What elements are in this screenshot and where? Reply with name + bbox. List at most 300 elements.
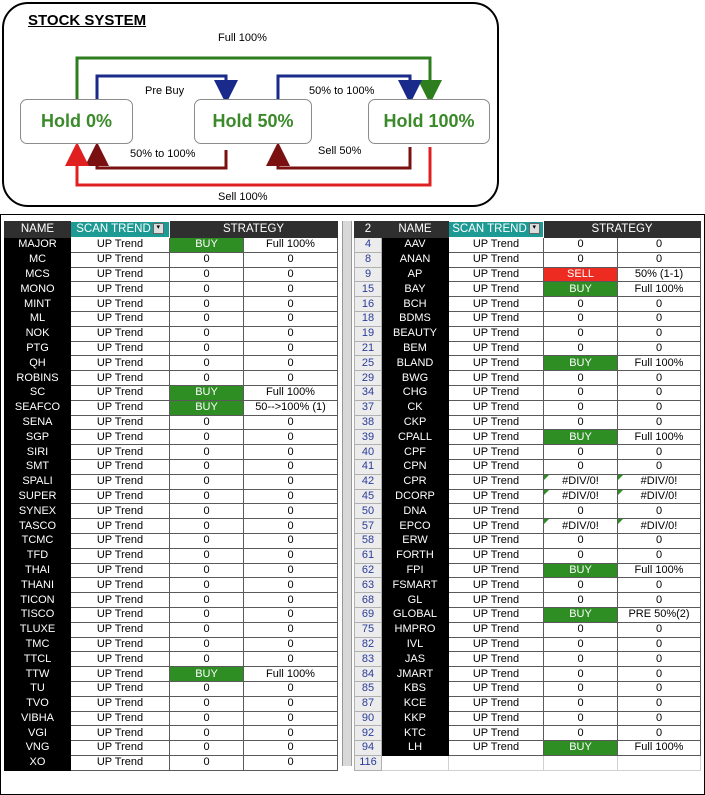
strategy-signal-cell[interactable]: 0 (170, 252, 244, 267)
strategy-signal-cell[interactable] (544, 607, 618, 622)
scan-trend-cell[interactable]: UP Trend (71, 445, 170, 460)
stock-name-cell[interactable]: SENA (5, 415, 71, 430)
strategy-signal-cell[interactable] (544, 667, 618, 682)
strategy-detail-cell[interactable] (618, 563, 701, 578)
row-number[interactable]: 19 (355, 326, 382, 341)
strategy-signal-cell[interactable] (544, 681, 618, 696)
strategy-detail-cell[interactable] (618, 622, 701, 637)
row-number[interactable]: 41 (355, 459, 382, 474)
row-number[interactable]: 4 (355, 238, 382, 253)
strategy-detail-cell[interactable] (618, 238, 701, 253)
stock-name-cell[interactable]: BCH (382, 297, 449, 312)
scan-trend-cell[interactable]: UP Trend (71, 622, 170, 637)
strategy-signal-cell[interactable] (544, 563, 618, 578)
row-number[interactable]: 25 (355, 356, 382, 371)
stock-name-cell[interactable]: TICON (5, 593, 71, 608)
strategy-signal-cell[interactable] (544, 238, 618, 253)
strategy-signal-cell[interactable] (544, 711, 618, 726)
scan-trend-cell[interactable]: UP Trend (71, 696, 170, 711)
stock-name-cell[interactable]: TFD (5, 548, 71, 563)
strategy-detail-cell[interactable] (618, 326, 701, 341)
row-number[interactable]: 75 (355, 622, 382, 637)
scan-trend-cell[interactable]: UP Trend (449, 711, 544, 726)
row-number[interactable]: 69 (355, 607, 382, 622)
scan-trend-cell[interactable]: UP Trend (71, 430, 170, 445)
strategy-detail-cell[interactable]: Full 100% (244, 238, 338, 253)
stock-name-cell[interactable]: KBS (382, 681, 449, 696)
strategy-detail-cell[interactable]: 0 (244, 607, 338, 622)
scan-trend-cell[interactable]: UP Trend (449, 489, 544, 504)
row-number[interactable]: 57 (355, 519, 382, 534)
strategy-detail-cell[interactable] (618, 445, 701, 460)
stock-name-cell[interactable]: SC (5, 385, 71, 400)
strategy-detail-cell[interactable] (618, 282, 701, 297)
stock-name-cell[interactable]: XO (5, 755, 71, 770)
stock-name-cell[interactable]: CKP (382, 415, 449, 430)
strategy-detail-cell[interactable]: 0 (244, 474, 338, 489)
strategy-signal-cell[interactable] (544, 489, 618, 504)
strategy-detail-cell[interactable]: 0 (244, 652, 338, 667)
scan-trend-cell[interactable]: UP Trend (449, 415, 544, 430)
strategy-signal-cell[interactable] (544, 741, 618, 756)
strategy-signal-cell[interactable] (544, 430, 618, 445)
strategy-detail-cell[interactable]: 0 (244, 430, 338, 445)
stock-name-cell[interactable]: GL (382, 593, 449, 608)
strategy-signal-cell[interactable] (544, 267, 618, 282)
strategy-detail-cell[interactable]: 0 (244, 252, 338, 267)
filter-dropdown-icon[interactable]: ▾ (529, 223, 540, 234)
strategy-signal-cell[interactable] (544, 297, 618, 312)
scan-trend-cell[interactable]: UP Trend (71, 311, 170, 326)
strategy-signal-cell[interactable]: 0 (170, 622, 244, 637)
strategy-signal-cell[interactable]: 0 (170, 326, 244, 341)
strategy-detail-cell[interactable]: 0 (244, 504, 338, 519)
stock-name-cell[interactable]: BEAUTY (382, 326, 449, 341)
stock-name-cell[interactable]: NOK (5, 326, 71, 341)
strategy-signal-cell[interactable] (544, 519, 618, 534)
strategy-detail-cell[interactable]: 0 (244, 459, 338, 474)
scan-trend-cell[interactable]: UP Trend (449, 622, 544, 637)
empty-cell[interactable] (544, 755, 618, 770)
strategy-signal-cell[interactable] (544, 696, 618, 711)
scan-trend-cell[interactable]: UP Trend (71, 459, 170, 474)
scan-trend-cell[interactable]: UP Trend (449, 356, 544, 371)
row-number[interactable]: 15 (355, 282, 382, 297)
scan-trend-cell[interactable]: UP Trend (449, 726, 544, 741)
row-number[interactable]: 37 (355, 400, 382, 415)
split-pane-divider[interactable] (342, 221, 352, 766)
strategy-detail-cell[interactable]: 0 (244, 415, 338, 430)
scan-trend-cell[interactable]: UP Trend (449, 607, 544, 622)
stock-name-cell[interactable]: SUPER (5, 489, 71, 504)
scan-trend-cell[interactable]: UP Trend (71, 326, 170, 341)
strategy-signal-cell[interactable]: 0 (170, 356, 244, 371)
stock-name-cell[interactable]: ROBINS (5, 371, 71, 386)
strategy-detail-cell[interactable] (618, 726, 701, 741)
stock-name-cell[interactable]: BEM (382, 341, 449, 356)
scan-trend-cell[interactable]: UP Trend (449, 385, 544, 400)
row-number[interactable]: 87 (355, 696, 382, 711)
strategy-detail-cell[interactable]: 0 (244, 741, 338, 756)
row-number[interactable]: 61 (355, 548, 382, 563)
strategy-signal-cell[interactable]: 0 (170, 297, 244, 312)
stock-name-cell[interactable]: CPR (382, 474, 449, 489)
strategy-signal-cell[interactable]: 0 (170, 282, 244, 297)
row-number[interactable]: 50 (355, 504, 382, 519)
stock-name-cell[interactable]: JAS (382, 652, 449, 667)
scan-trend-cell[interactable]: UP Trend (71, 607, 170, 622)
row-number[interactable]: 21 (355, 341, 382, 356)
strategy-signal-cell[interactable]: 0 (170, 755, 244, 770)
strategy-detail-cell[interactable]: 0 (244, 593, 338, 608)
scan-trend-cell[interactable]: UP Trend (449, 282, 544, 297)
scan-trend-cell[interactable]: UP Trend (449, 637, 544, 652)
scan-trend-cell[interactable]: UP Trend (71, 637, 170, 652)
strategy-signal-cell[interactable]: 0 (170, 741, 244, 756)
strategy-signal-cell[interactable]: BUY (170, 400, 244, 415)
row-number[interactable]: 42 (355, 474, 382, 489)
strategy-signal-cell[interactable]: 0 (170, 415, 244, 430)
scan-trend-cell[interactable]: UP Trend (449, 667, 544, 682)
stock-name-cell[interactable]: CPN (382, 459, 449, 474)
strategy-signal-cell[interactable]: 0 (170, 578, 244, 593)
strategy-signal-cell[interactable] (544, 326, 618, 341)
stock-name-cell[interactable]: KCE (382, 696, 449, 711)
strategy-signal-cell[interactable]: 0 (170, 430, 244, 445)
strategy-detail-cell[interactable]: 0 (244, 578, 338, 593)
stock-name-cell[interactable]: TTCL (5, 652, 71, 667)
stock-name-cell[interactable]: BAY (382, 282, 449, 297)
scan-trend-cell[interactable]: UP Trend (449, 459, 544, 474)
row-number[interactable]: 84 (355, 667, 382, 682)
strategy-signal-cell[interactable] (544, 459, 618, 474)
strategy-detail-cell[interactable]: 50-->100% (1) (244, 400, 338, 415)
row-number[interactable]: 83 (355, 652, 382, 667)
row-number[interactable]: 29 (355, 371, 382, 386)
strategy-signal-cell[interactable]: 0 (170, 533, 244, 548)
stock-name-cell[interactable]: MC (5, 252, 71, 267)
scan-trend-cell[interactable]: UP Trend (449, 371, 544, 386)
stock-name-cell[interactable]: FSMART (382, 578, 449, 593)
strategy-detail-cell[interactable]: 0 (244, 445, 338, 460)
stock-name-cell[interactable]: LH (382, 741, 449, 756)
scan-trend-cell[interactable]: UP Trend (71, 741, 170, 756)
strategy-detail-cell[interactable]: 0 (244, 371, 338, 386)
strategy-signal-cell[interactable] (544, 341, 618, 356)
strategy-signal-cell[interactable] (544, 504, 618, 519)
scan-trend-cell[interactable]: UP Trend (71, 533, 170, 548)
stock-name-cell[interactable]: TVO (5, 696, 71, 711)
scan-trend-cell[interactable]: UP Trend (449, 252, 544, 267)
strategy-signal-cell[interactable]: BUY (170, 667, 244, 682)
scan-trend-cell[interactable]: UP Trend (449, 311, 544, 326)
strategy-detail-cell[interactable] (618, 681, 701, 696)
strategy-detail-cell[interactable] (618, 297, 701, 312)
scan-trend-cell[interactable]: UP Trend (449, 696, 544, 711)
scan-trend-cell[interactable]: UP Trend (71, 726, 170, 741)
scan-trend-cell[interactable]: UP Trend (449, 533, 544, 548)
scan-trend-cell[interactable]: UP Trend (449, 741, 544, 756)
strategy-signal-cell[interactable]: 0 (170, 311, 244, 326)
stock-name-cell[interactable]: JMART (382, 667, 449, 682)
strategy-signal-cell[interactable]: 0 (170, 548, 244, 563)
strategy-detail-cell[interactable]: 0 (244, 548, 338, 563)
stock-name-cell[interactable]: SEAFCO (5, 400, 71, 415)
row-number[interactable]: 18 (355, 311, 382, 326)
row-number[interactable]: 39 (355, 430, 382, 445)
row-number[interactable]: 8 (355, 252, 382, 267)
scan-trend-cell[interactable]: UP Trend (449, 563, 544, 578)
stock-name-cell[interactable]: ERW (382, 533, 449, 548)
scan-trend-cell[interactable]: UP Trend (71, 504, 170, 519)
strategy-signal-cell[interactable] (544, 445, 618, 460)
stock-name-cell[interactable]: SPALI (5, 474, 71, 489)
empty-cell[interactable] (618, 755, 701, 770)
stock-name-cell[interactable]: SGP (5, 430, 71, 445)
strategy-signal-cell[interactable] (544, 282, 618, 297)
filter-dropdown-icon[interactable]: ▾ (153, 223, 164, 234)
strategy-detail-cell[interactable]: 0 (244, 637, 338, 652)
row-number[interactable]: 90 (355, 711, 382, 726)
strategy-detail-cell[interactable]: 0 (244, 755, 338, 770)
strategy-signal-cell[interactable]: 0 (170, 681, 244, 696)
strategy-signal-cell[interactable] (544, 533, 618, 548)
scan-trend-cell[interactable]: UP Trend (449, 652, 544, 667)
strategy-signal-cell[interactable] (544, 311, 618, 326)
scan-trend-cell[interactable]: UP Trend (71, 400, 170, 415)
empty-cell[interactable] (449, 755, 544, 770)
strategy-detail-cell[interactable] (618, 607, 701, 622)
strategy-detail-cell[interactable]: 0 (244, 563, 338, 578)
scan-trend-cell[interactable]: UP Trend (71, 252, 170, 267)
strategy-detail-cell[interactable] (618, 385, 701, 400)
stock-name-cell[interactable]: TASCO (5, 519, 71, 534)
row-number[interactable]: 94 (355, 741, 382, 756)
stock-name-cell[interactable]: MONO (5, 282, 71, 297)
scan-trend-cell[interactable]: UP Trend (449, 578, 544, 593)
stock-name-cell[interactable]: TLUXE (5, 622, 71, 637)
right-header-scan-trend[interactable] (449, 222, 544, 238)
scan-trend-cell[interactable]: UP Trend (449, 326, 544, 341)
stock-name-cell[interactable]: PTG (5, 341, 71, 356)
strategy-detail-cell[interactable]: 0 (244, 711, 338, 726)
stock-name-cell[interactable]: TMC (5, 637, 71, 652)
row-number[interactable]: 58 (355, 533, 382, 548)
strategy-detail-cell[interactable] (618, 489, 701, 504)
stock-name-cell[interactable]: FPI (382, 563, 449, 578)
stock-name-cell[interactable]: VIBHA (5, 711, 71, 726)
stock-name-cell[interactable]: MCS (5, 267, 71, 282)
scan-trend-cell[interactable]: UP Trend (71, 297, 170, 312)
strategy-signal-cell[interactable]: 0 (170, 267, 244, 282)
strategy-detail-cell[interactable] (618, 267, 701, 282)
scan-trend-cell[interactable]: UP Trend (449, 297, 544, 312)
strategy-signal-cell[interactable]: 0 (170, 711, 244, 726)
scan-trend-cell[interactable]: UP Trend (449, 519, 544, 534)
strategy-signal-cell[interactable]: 0 (170, 504, 244, 519)
strategy-detail-cell[interactable] (618, 548, 701, 563)
strategy-signal-cell[interactable]: 0 (170, 445, 244, 460)
strategy-signal-cell[interactable]: 0 (170, 519, 244, 534)
strategy-detail-cell[interactable]: 0 (244, 356, 338, 371)
strategy-signal-cell[interactable]: 0 (170, 474, 244, 489)
strategy-detail-cell[interactable]: 0 (244, 267, 338, 282)
scan-trend-cell[interactable]: UP Trend (449, 238, 544, 253)
scan-trend-cell[interactable]: UP Trend (71, 267, 170, 282)
stock-name-cell[interactable]: THAI (5, 563, 71, 578)
strategy-detail-cell[interactable]: 0 (244, 696, 338, 711)
stock-name-cell[interactable]: IVL (382, 637, 449, 652)
stock-name-cell[interactable]: ML (5, 311, 71, 326)
scan-trend-cell[interactable]: UP Trend (449, 681, 544, 696)
row-number[interactable]: 85 (355, 681, 382, 696)
row-number[interactable]: 9 (355, 267, 382, 282)
scan-trend-cell[interactable]: UP Trend (71, 681, 170, 696)
stock-name-cell[interactable]: VNG (5, 741, 71, 756)
strategy-detail-cell[interactable]: Full 100% (244, 667, 338, 682)
scan-trend-cell[interactable]: UP Trend (449, 593, 544, 608)
scan-trend-cell[interactable]: UP Trend (71, 474, 170, 489)
scan-trend-cell[interactable]: UP Trend (71, 711, 170, 726)
strategy-detail-cell[interactable] (618, 741, 701, 756)
row-number-footer[interactable]: 116 (355, 755, 382, 770)
scan-trend-cell[interactable]: UP Trend (71, 415, 170, 430)
strategy-signal-cell[interactable]: 0 (170, 371, 244, 386)
strategy-detail-cell[interactable] (618, 356, 701, 371)
strategy-signal-cell[interactable]: 0 (170, 607, 244, 622)
strategy-detail-cell[interactable] (618, 533, 701, 548)
strategy-detail-cell[interactable]: Full 100% (244, 385, 338, 400)
scan-trend-cell[interactable]: UP Trend (449, 341, 544, 356)
stock-name-cell[interactable]: HMPRO (382, 622, 449, 637)
stock-name-cell[interactable]: TISCO (5, 607, 71, 622)
scan-trend-cell[interactable]: UP Trend (449, 430, 544, 445)
scan-trend-cell[interactable]: UP Trend (71, 238, 170, 253)
strategy-detail-cell[interactable] (618, 400, 701, 415)
stock-name-cell[interactable]: TCMC (5, 533, 71, 548)
strategy-detail-cell[interactable] (618, 459, 701, 474)
stock-name-cell[interactable]: KTC (382, 726, 449, 741)
strategy-signal-cell[interactable] (544, 385, 618, 400)
stock-name-cell[interactable]: CPALL (382, 430, 449, 445)
strategy-signal-cell[interactable]: 0 (170, 726, 244, 741)
row-number[interactable]: 82 (355, 637, 382, 652)
strategy-signal-cell[interactable] (544, 578, 618, 593)
stock-name-cell[interactable]: ANAN (382, 252, 449, 267)
strategy-detail-cell[interactable]: 0 (244, 519, 338, 534)
row-number[interactable]: 68 (355, 593, 382, 608)
row-number[interactable]: 45 (355, 489, 382, 504)
row-number[interactable]: 92 (355, 726, 382, 741)
scan-trend-cell[interactable]: UP Trend (71, 548, 170, 563)
strategy-signal-cell[interactable]: 0 (170, 696, 244, 711)
strategy-detail-cell[interactable] (618, 311, 701, 326)
stock-name-cell[interactable]: QH (5, 356, 71, 371)
strategy-signal-cell[interactable] (544, 474, 618, 489)
scan-trend-cell[interactable]: UP Trend (71, 519, 170, 534)
stock-name-cell[interactable]: AAV (382, 238, 449, 253)
strategy-signal-cell[interactable]: 0 (170, 652, 244, 667)
strategy-signal-cell[interactable] (544, 593, 618, 608)
row-number[interactable]: 34 (355, 385, 382, 400)
stock-name-cell[interactable]: CK (382, 400, 449, 415)
stock-name-cell[interactable]: SYNEX (5, 504, 71, 519)
strategy-signal-cell[interactable] (544, 400, 618, 415)
strategy-detail-cell[interactable] (618, 652, 701, 667)
right-header-rownum[interactable]: 2 (355, 222, 382, 238)
strategy-detail-cell[interactable] (618, 504, 701, 519)
strategy-signal-cell[interactable] (544, 726, 618, 741)
row-number[interactable]: 38 (355, 415, 382, 430)
strategy-detail-cell[interactable] (618, 578, 701, 593)
stock-name-cell[interactable]: DNA (382, 504, 449, 519)
strategy-signal-cell[interactable]: BUY (170, 238, 244, 253)
stock-name-cell[interactable]: FORTH (382, 548, 449, 563)
strategy-signal-cell[interactable] (544, 252, 618, 267)
stock-name-cell[interactable]: KKP (382, 711, 449, 726)
strategy-detail-cell[interactable]: 0 (244, 726, 338, 741)
strategy-signal-cell[interactable]: 0 (170, 593, 244, 608)
scan-trend-cell[interactable]: UP Trend (449, 400, 544, 415)
strategy-detail-cell[interactable]: 0 (244, 341, 338, 356)
scan-trend-cell[interactable]: UP Trend (449, 267, 544, 282)
strategy-signal-cell[interactable] (544, 622, 618, 637)
scan-trend-cell[interactable]: UP Trend (71, 755, 170, 770)
strategy-signal-cell[interactable] (544, 415, 618, 430)
strategy-detail-cell[interactable]: 0 (244, 681, 338, 696)
empty-cell[interactable] (382, 755, 449, 770)
strategy-detail-cell[interactable] (618, 637, 701, 652)
strategy-signal-cell[interactable]: 0 (170, 489, 244, 504)
stock-name-cell[interactable]: BLAND (382, 356, 449, 371)
stock-name-cell[interactable]: VGI (5, 726, 71, 741)
stock-name-cell[interactable]: THANI (5, 578, 71, 593)
scan-trend-cell[interactable]: UP Trend (449, 548, 544, 563)
strategy-detail-cell[interactable]: 0 (244, 533, 338, 548)
strategy-signal-cell[interactable]: 0 (170, 341, 244, 356)
strategy-signal-cell[interactable] (544, 652, 618, 667)
strategy-signal-cell[interactable]: 0 (170, 459, 244, 474)
strategy-detail-cell[interactable] (618, 252, 701, 267)
scan-trend-cell[interactable]: UP Trend (71, 282, 170, 297)
strategy-signal-cell[interactable]: 0 (170, 637, 244, 652)
stock-name-cell[interactable]: GLOBAL (382, 607, 449, 622)
stock-name-cell[interactable]: EPCO (382, 519, 449, 534)
strategy-signal-cell[interactable] (544, 371, 618, 386)
strategy-detail-cell[interactable] (618, 711, 701, 726)
stock-name-cell[interactable]: CHG (382, 385, 449, 400)
scan-trend-cell[interactable]: UP Trend (71, 593, 170, 608)
scan-trend-cell[interactable]: UP Trend (71, 563, 170, 578)
strategy-detail-cell[interactable] (618, 415, 701, 430)
row-number[interactable]: 40 (355, 445, 382, 460)
strategy-detail-cell[interactable] (618, 593, 701, 608)
scan-trend-cell[interactable]: UP Trend (71, 489, 170, 504)
strategy-detail-cell[interactable]: 0 (244, 622, 338, 637)
scan-trend-cell[interactable]: UP Trend (71, 578, 170, 593)
strategy-detail-cell[interactable] (618, 696, 701, 711)
scan-trend-cell[interactable]: UP Trend (449, 474, 544, 489)
strategy-detail-cell[interactable]: 0 (244, 489, 338, 504)
scan-trend-cell[interactable]: UP Trend (71, 667, 170, 682)
scan-trend-cell[interactable]: UP Trend (71, 385, 170, 400)
stock-name-cell[interactable]: CPF (382, 445, 449, 460)
strategy-detail-cell[interactable]: 0 (244, 326, 338, 341)
stock-name-cell[interactable]: TU (5, 681, 71, 696)
scan-trend-cell[interactable]: UP Trend (71, 371, 170, 386)
strategy-detail-cell[interactable] (618, 667, 701, 682)
scan-trend-cell[interactable]: UP Trend (449, 504, 544, 519)
